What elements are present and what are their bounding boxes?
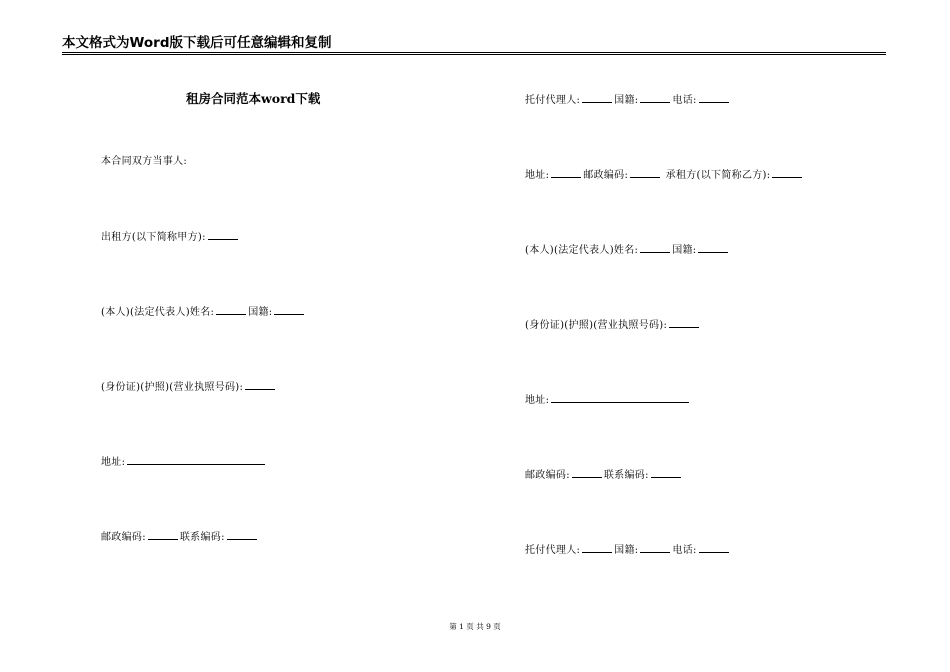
lessee-nationality-label: 国籍: — [672, 245, 697, 256]
lessor-address-label: 地址: — [101, 457, 126, 468]
agent-nationality-label-2: 国籍: — [614, 545, 639, 556]
lessor-postcode-blank[interactable] — [148, 530, 178, 540]
lessee-label: 承租方(以下简称乙方): — [665, 170, 771, 181]
agent-blank-2[interactable] — [582, 543, 612, 553]
lessor-id-line — [101, 380, 277, 395]
agent-label-1: 托付代理人: — [525, 95, 581, 106]
right-address-blank[interactable] — [551, 168, 581, 178]
agent-nationality-blank-2[interactable] — [640, 543, 670, 553]
lessee-contact-code-label: 联系编码: — [603, 470, 649, 481]
right-address-label: 地址: — [525, 170, 550, 181]
agent-line-1 — [525, 93, 731, 108]
lessee-nationality-blank[interactable] — [698, 243, 728, 253]
lessor-blank[interactable] — [208, 230, 238, 240]
header-text: 本文格式为Word版下载后可任意编辑和复制 — [62, 35, 332, 51]
lessor-id-blank[interactable] — [245, 380, 275, 390]
lessor-line — [101, 230, 240, 245]
page-footer — [0, 622, 950, 632]
lessee-address-blank[interactable] — [551, 393, 689, 403]
agent-nationality-label-1: 国籍: — [614, 95, 639, 106]
lessor-contact-code-label: 联系编码: — [179, 532, 225, 543]
lessee-postcode-label: 邮政编码: — [525, 470, 570, 481]
agent-phone-label-1: 电话: — [672, 95, 697, 106]
lessor-id-label: (身份证)(护照)(营业执照号码): — [101, 382, 244, 393]
agent-phone-label-2: 电话: — [672, 545, 697, 556]
lessee-postcode-line — [525, 468, 683, 483]
right-postcode-label: 邮政编码: — [583, 170, 629, 181]
lessor-nationality-blank[interactable] — [274, 305, 304, 315]
lessee-address-label: 地址: — [525, 395, 550, 406]
agent-phone-blank-2[interactable] — [699, 543, 729, 553]
lessor-name-label: (本人)(法定代表人)姓名: — [101, 307, 215, 318]
parties-intro-text: 本合同双方当事人: — [101, 156, 188, 167]
lessor-name-line — [101, 305, 306, 320]
lessee-postcode-blank[interactable] — [572, 468, 602, 478]
agent-line-2 — [525, 543, 731, 558]
header-divider — [62, 54, 886, 55]
lessee-name-blank[interactable] — [640, 243, 670, 253]
agent-label-2: 托付代理人: — [525, 545, 581, 556]
lessor-postcode-line — [101, 530, 259, 545]
lessee-id-label: (身份证)(护照)(营业执照号码): — [525, 320, 668, 331]
agent-phone-blank-1[interactable] — [699, 93, 729, 103]
page-indicator: 第 1 页 共 9 页 — [449, 622, 501, 631]
lessee-address-line — [525, 393, 691, 408]
parties-intro — [101, 155, 187, 169]
lessee-name-line — [525, 243, 730, 258]
page-header — [62, 34, 886, 53]
lessor-name-blank[interactable] — [216, 305, 246, 315]
lessee-blank[interactable] — [772, 168, 802, 178]
lessor-label: 出租方(以下简称甲方): — [101, 232, 206, 243]
lessee-id-blank[interactable] — [669, 318, 699, 328]
lessee-name-label: (本人)(法定代表人)姓名: — [525, 245, 639, 256]
lessor-nationality-label: 国籍: — [248, 307, 273, 318]
lessor-contact-code-blank[interactable] — [227, 530, 257, 540]
lessor-postcode-label: 邮政编码: — [101, 532, 146, 543]
lessor-address-line — [101, 455, 267, 470]
right-postcode-blank[interactable] — [630, 168, 660, 178]
lessee-contact-code-blank[interactable] — [651, 468, 681, 478]
agent-nationality-blank-1[interactable] — [640, 93, 670, 103]
document-title: 租房合同范本word下载 — [186, 91, 321, 106]
lessor-address-blank[interactable] — [127, 455, 265, 465]
agent-blank-1[interactable] — [582, 93, 612, 103]
address-lessee-line — [525, 168, 804, 183]
lessee-id-line — [525, 318, 701, 333]
